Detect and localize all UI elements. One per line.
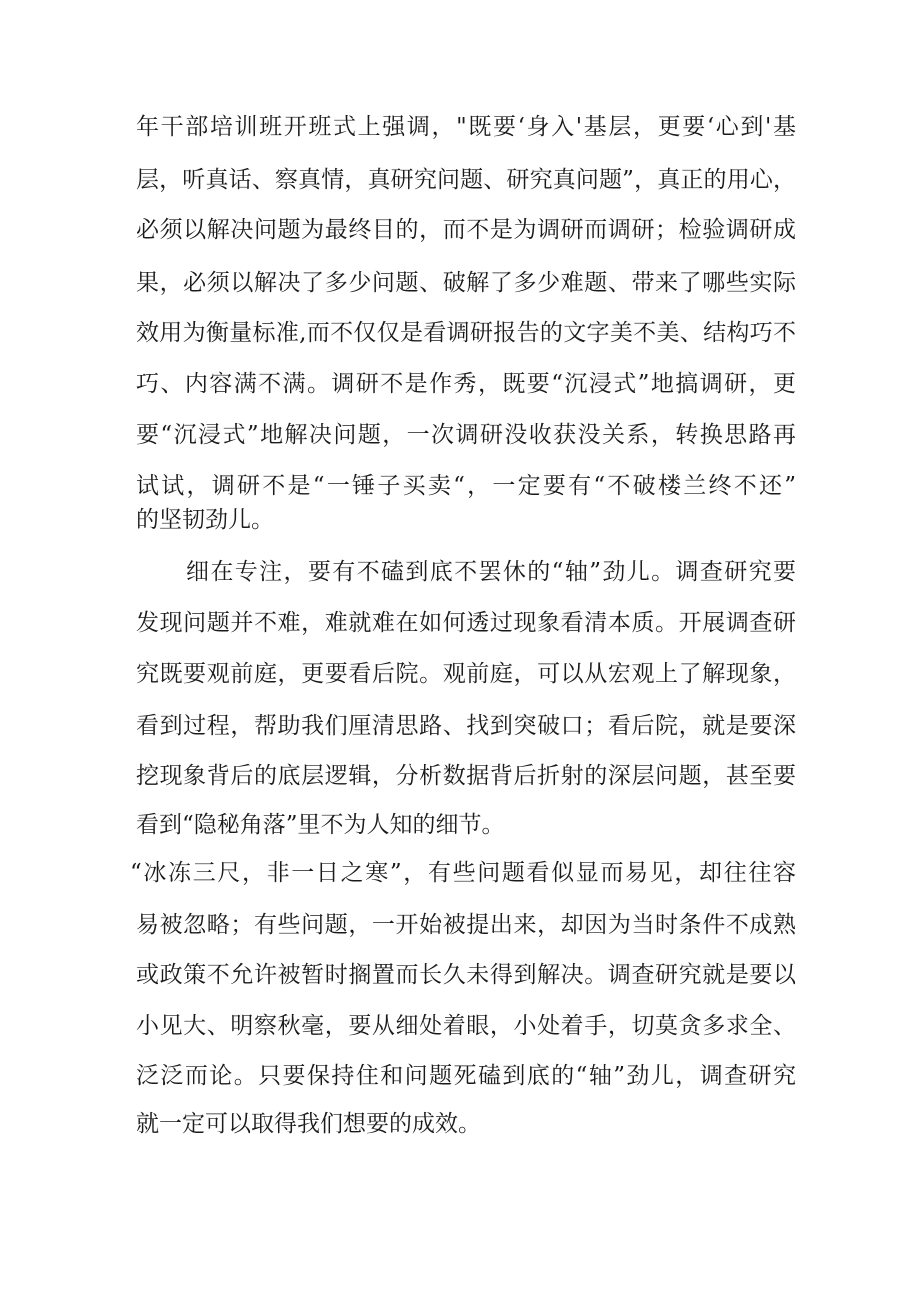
paragraph-line: 试试，调研不是“一锤子买卖“，一定要有“不破楼兰终不还” [136,473,796,499]
paragraph-line: 究既要观前庭，更要看后院。观前庭，可以从宏观上了解现象， [136,661,796,687]
paragraph-line: 看到过程，帮助我们厘清思路、找到突破口；看后院，就是要深 [136,713,796,739]
paragraph-line: 巧、内容满不满。调研不是作秀，既要“沉浸式”地搞调研，更 [136,371,796,397]
paragraph-line: 效用为衡量标准,而不仅仅是看调研报告的文字美不美、结构巧不 [136,320,796,346]
paragraph-line: 发现问题并不难，难就难在如何透过现象看清本质。开展调查研 [136,610,796,636]
paragraph-line: 年干部培训班开班式上强调，"既要‘身入'基层，更要‘心到'基 [136,114,796,140]
paragraph-line: 果，必须以解决了多少问题、破解了多少难题、带来了哪些实际 [136,270,796,296]
paragraph-line: 就一定可以取得我们想要的成效。 [136,1111,481,1137]
paragraph-line: 必须以解决问题为最终目的，而不是为调研而调研；检验调研成 [136,217,796,243]
paragraph-line: 泛泛而论。只要保持住和问题死磕到底的“轴”劲儿，调查研究 [136,1063,796,1089]
paragraph-line: 挖现象背后的底层逻辑，分析数据背后折射的深层问题，甚至要 [136,763,796,789]
paragraph-line: 看到“隐秘角落”里不为人知的细节。 [136,812,505,838]
paragraph-line: 的坚韧劲儿。 [136,507,274,533]
paragraph-line: 要“沉浸式”地解决问题，一次调研没收获没关系，转换思路再 [136,422,796,448]
paragraph-line: 小见大、明察秋毫，要从细处着眼，小处着手，切莫贪多求全、 [136,1013,796,1039]
paragraph-line: 易被忽略；有些问题，一开始被提出来，却因为当时条件不成熟 [136,912,796,938]
paragraph-line: “冰冻三尺，非一日之寒”，有些问题看似显而易见，却往往容 [130,860,796,886]
paragraph-line: 细在专注，要有不磕到底不罢休的“轴”劲儿。调查研究要 [186,559,796,585]
paragraph-line: 或政策不允许被暂时搁置而长久未得到解决。调查研究就是要以 [136,962,796,988]
paragraph-line: 层，听真话、察真情，真研究问题、研究真问题”，真正的用心， [136,167,796,193]
